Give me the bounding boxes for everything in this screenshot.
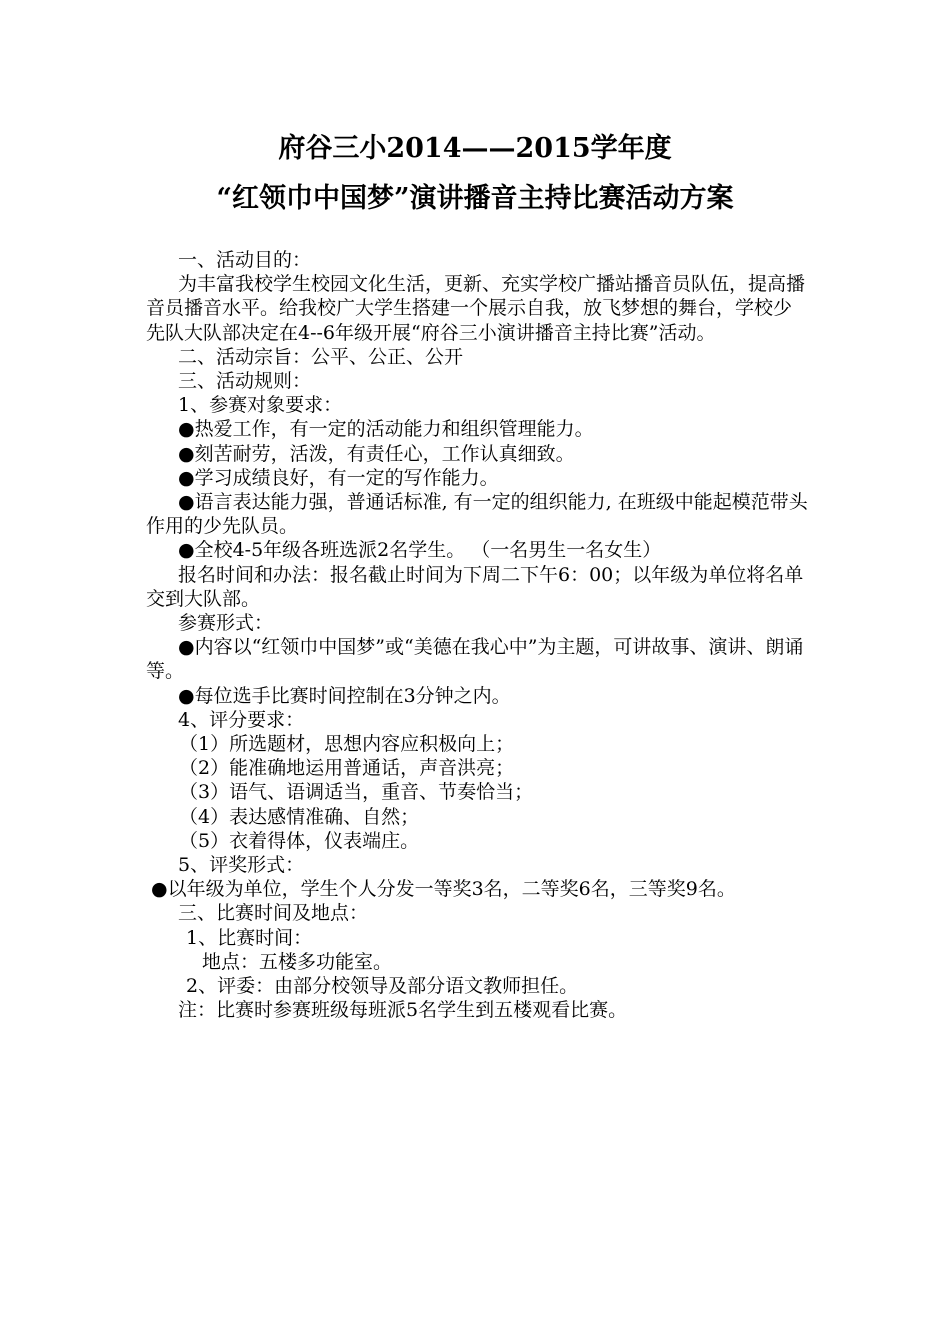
section-heading-purpose: 一、活动目的： — [178, 249, 312, 271]
section-heading-rules: 三、活动规则： — [178, 370, 312, 393]
bullet-item: ●每位选手比赛时间控制在3分钟之内。 — [178, 684, 511, 707]
scoring-item: （4）表达感情准确、自然； — [179, 805, 420, 828]
scoring-item: （2）能准确地运用普通话，声音洪亮； — [179, 757, 515, 780]
bullet-item: ●热爱工作，有一定的活动能力和组织管理能力。 — [178, 418, 594, 441]
scoring-item: （5）衣着得体，仪表端庄。 — [179, 829, 420, 852]
bullet-item: ●刻苦耐劳，活泼，有责任心，工作认真细致。 — [178, 442, 575, 465]
bullet-item: ●以年级为单位，学生个人分发一等奖3名，二等奖6名，三等奖9名。 — [151, 878, 736, 901]
paragraph-registration: 报名时间和办法：报名截止时间为下周二下午6：00；以年级为单位将名单交到大队部。 — [146, 563, 804, 610]
scoring-item: （3）语气、语调适当，重音、节奏恰当； — [179, 781, 534, 804]
bullet-item: ●学习成绩良好，有一定的写作能力。 — [178, 466, 499, 489]
competition-place: 地点：五楼多功能室。 — [202, 950, 393, 973]
judges: 2、评委：由部分校领导及部分语文教师担任。 — [186, 975, 579, 998]
competition-time: 1、比赛时间： — [186, 926, 313, 949]
document-title-line-1: 府谷三小2014——2015学年度 — [278, 133, 672, 164]
subheading-scoring: 4、评分要求： — [178, 708, 305, 731]
subheading-competition-format: 参赛形式： — [178, 612, 274, 635]
bullet-item: ●语言表达能力强，普通话标准, 有一定的组织能力, 在班级中能起模范带头作用的少先队员。 — [146, 491, 808, 538]
scoring-item: （1）所选题材，思想内容应积极向上； — [179, 733, 515, 756]
subheading-awards: 5、评奖形式： — [178, 854, 305, 877]
bullet-item: ●全校4-5年级各班选派2名学生。 （一名男生一名女生） — [178, 539, 662, 562]
subheading-participant-requirements: 1、参赛对象要求： — [178, 394, 343, 417]
section-heading-tenet: 二、活动宗旨：公平、公正、公开 — [178, 345, 464, 368]
note: 注：比赛时参赛班级每班派5名学生到五楼观看比赛。 — [178, 999, 628, 1022]
section-heading-time-place: 三、比赛时间及地点： — [178, 902, 369, 925]
document-title-line-2: “红领巾中国梦”演讲播音主持比赛活动方案 — [216, 183, 734, 214]
bullet-item: ●内容以“红领巾中国梦”或“美德在我心中”为主题，可讲故事、演讲、朗诵等。 — [146, 636, 804, 683]
paragraph-purpose: 为丰富我校学生校园文化生活，更新、充实学校广播站播音员队伍，提高播音员播音水平。给我校广大学生搭建一个展示自我，放飞梦想的舞台，学校少先队大队部决定在4--6年级开展“府谷三小演讲播音主持比赛”活动。 — [146, 273, 806, 344]
document-body — [146, 248, 808, 1023]
